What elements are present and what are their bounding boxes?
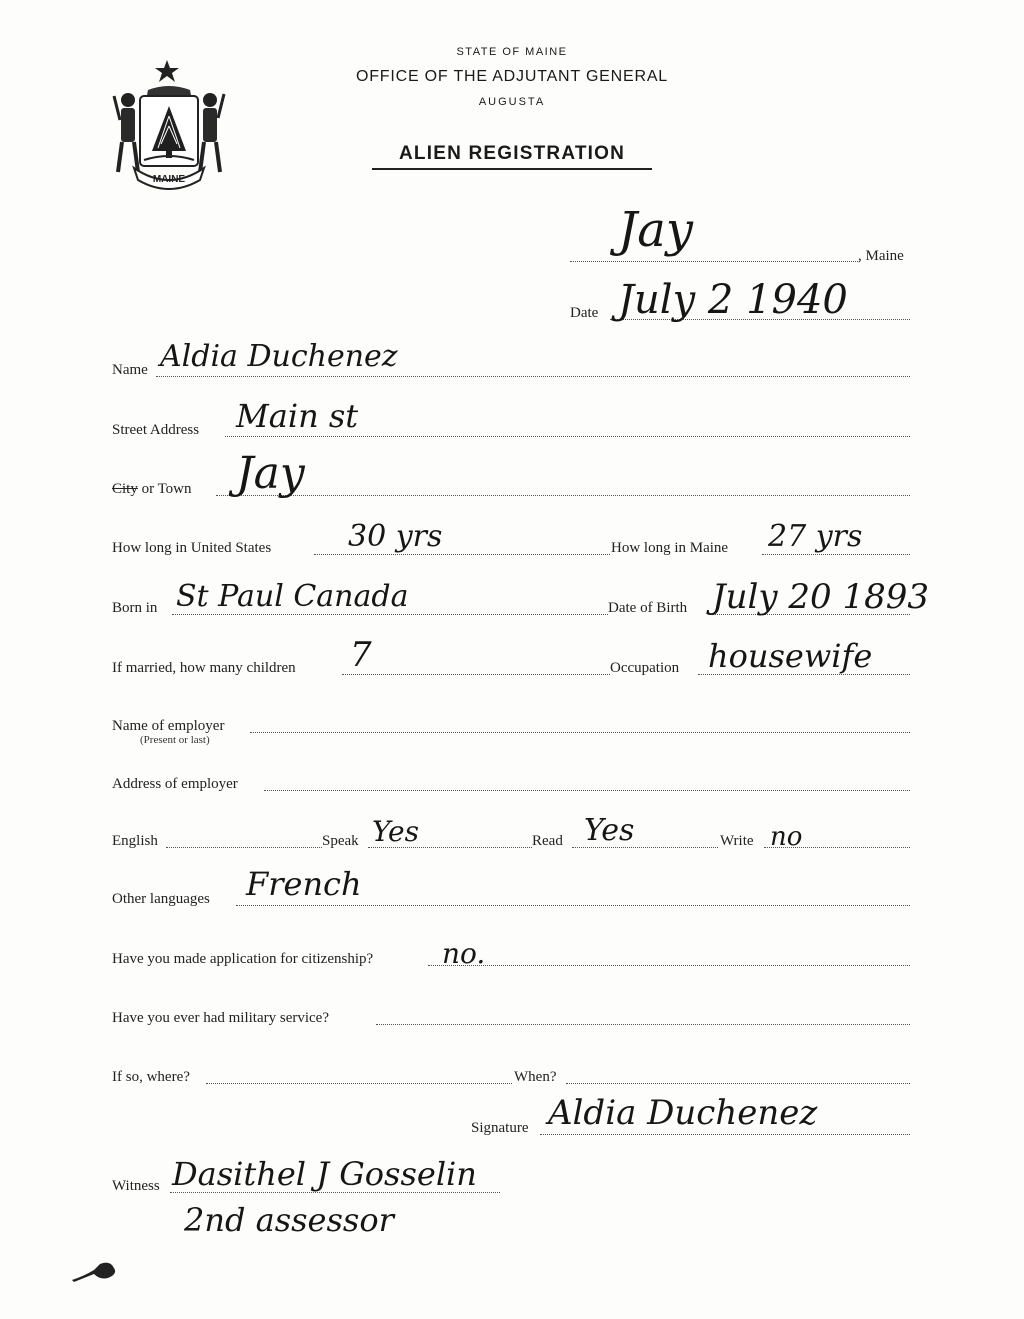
street-address-value: Main st: [236, 397, 359, 435]
write-label: Write: [720, 833, 754, 849]
born-in-dots: [172, 614, 608, 615]
children-label: If married, how many children: [112, 660, 296, 676]
maine-label: , Maine: [858, 248, 904, 264]
witness-label: Witness: [112, 1178, 160, 1194]
town-value: Jay: [618, 202, 693, 258]
name-value: Aldia Duchenez: [160, 339, 398, 374]
other-languages-value: French: [246, 865, 362, 903]
city-town-value: Jay: [236, 448, 305, 499]
years-us-label: How long in United States: [112, 540, 272, 556]
date-value: July 2 1940: [618, 277, 848, 323]
street-address-dots: [225, 436, 910, 437]
years-us-value: 30 yrs: [348, 519, 443, 554]
children-dots: [342, 674, 610, 675]
signature-dots: [540, 1134, 910, 1135]
citizenship-label: Have you made application for citizenship?: [112, 951, 374, 967]
header-state: STATE OF MAINE: [456, 46, 568, 58]
town-dots: [570, 261, 860, 262]
header-office: OFFICE OF THE ADJUTANT GENERAL: [355, 68, 669, 85]
name-dots: [156, 376, 910, 377]
or-town-text: or Town: [137, 481, 192, 497]
read-value: Yes: [584, 813, 635, 848]
where-label: If so, where?: [112, 1069, 190, 1085]
born-in-value: St Paul Canada: [176, 579, 409, 614]
date-label: Date: [570, 305, 599, 321]
title-underline: [372, 168, 652, 170]
when-label: When?: [514, 1069, 557, 1085]
years-maine-value: 27 yrs: [768, 519, 863, 554]
witness-value: Dasithel J Gosselin: [172, 1155, 477, 1193]
witness-title-value: 2nd assessor: [184, 1201, 394, 1239]
name-label: Name: [112, 362, 148, 378]
read-label: Read: [532, 833, 563, 849]
city-town-label: [112, 481, 192, 498]
where-dots: [206, 1083, 512, 1084]
military-label: Have you ever had military service?: [112, 1010, 329, 1026]
english-label: English: [112, 833, 158, 849]
employer-sublabel: (Present or last): [140, 734, 210, 746]
employer-label: Name of employer: [112, 718, 225, 734]
speak-value: Yes: [372, 815, 419, 848]
english-dots: [166, 847, 322, 848]
ink-blot-icon: [70, 1256, 122, 1284]
years-maine-dots: [762, 554, 910, 555]
employer-address-label: Address of employer: [112, 776, 238, 792]
header-city: AUGUSTA: [478, 96, 546, 108]
date-of-birth-label: Date of Birth: [608, 600, 688, 616]
employer-dots: [250, 732, 910, 733]
citizenship-value: no.: [442, 937, 486, 970]
when-dots: [566, 1083, 910, 1084]
city-town-dots: [216, 495, 910, 496]
years-maine-label: How long in Maine: [611, 540, 729, 556]
city-word: City: [112, 481, 138, 497]
street-address-label: Street Address: [112, 422, 200, 438]
born-in-label: Born in: [112, 600, 158, 616]
employer-address-dots: [264, 790, 910, 791]
date-of-birth-value: July 20 1893: [712, 577, 930, 617]
children-value: 7: [350, 635, 372, 675]
military-dots: [376, 1024, 910, 1025]
years-us-dots: [314, 554, 610, 555]
other-languages-dots: [236, 905, 910, 906]
write-value: no: [770, 822, 803, 852]
signature-value: Aldia Duchenez: [548, 1093, 818, 1133]
occupation-label: Occupation: [610, 660, 680, 676]
citizenship-dots: [428, 965, 910, 966]
signature-label: Signature: [471, 1120, 529, 1136]
other-languages-label: Other languages: [112, 891, 210, 907]
svg-text:MAINE: MAINE: [152, 174, 186, 185]
form-title: ALIEN REGISTRATION: [398, 143, 626, 164]
speak-label: Speak: [322, 833, 359, 849]
occupation-value: housewife: [708, 637, 873, 675]
